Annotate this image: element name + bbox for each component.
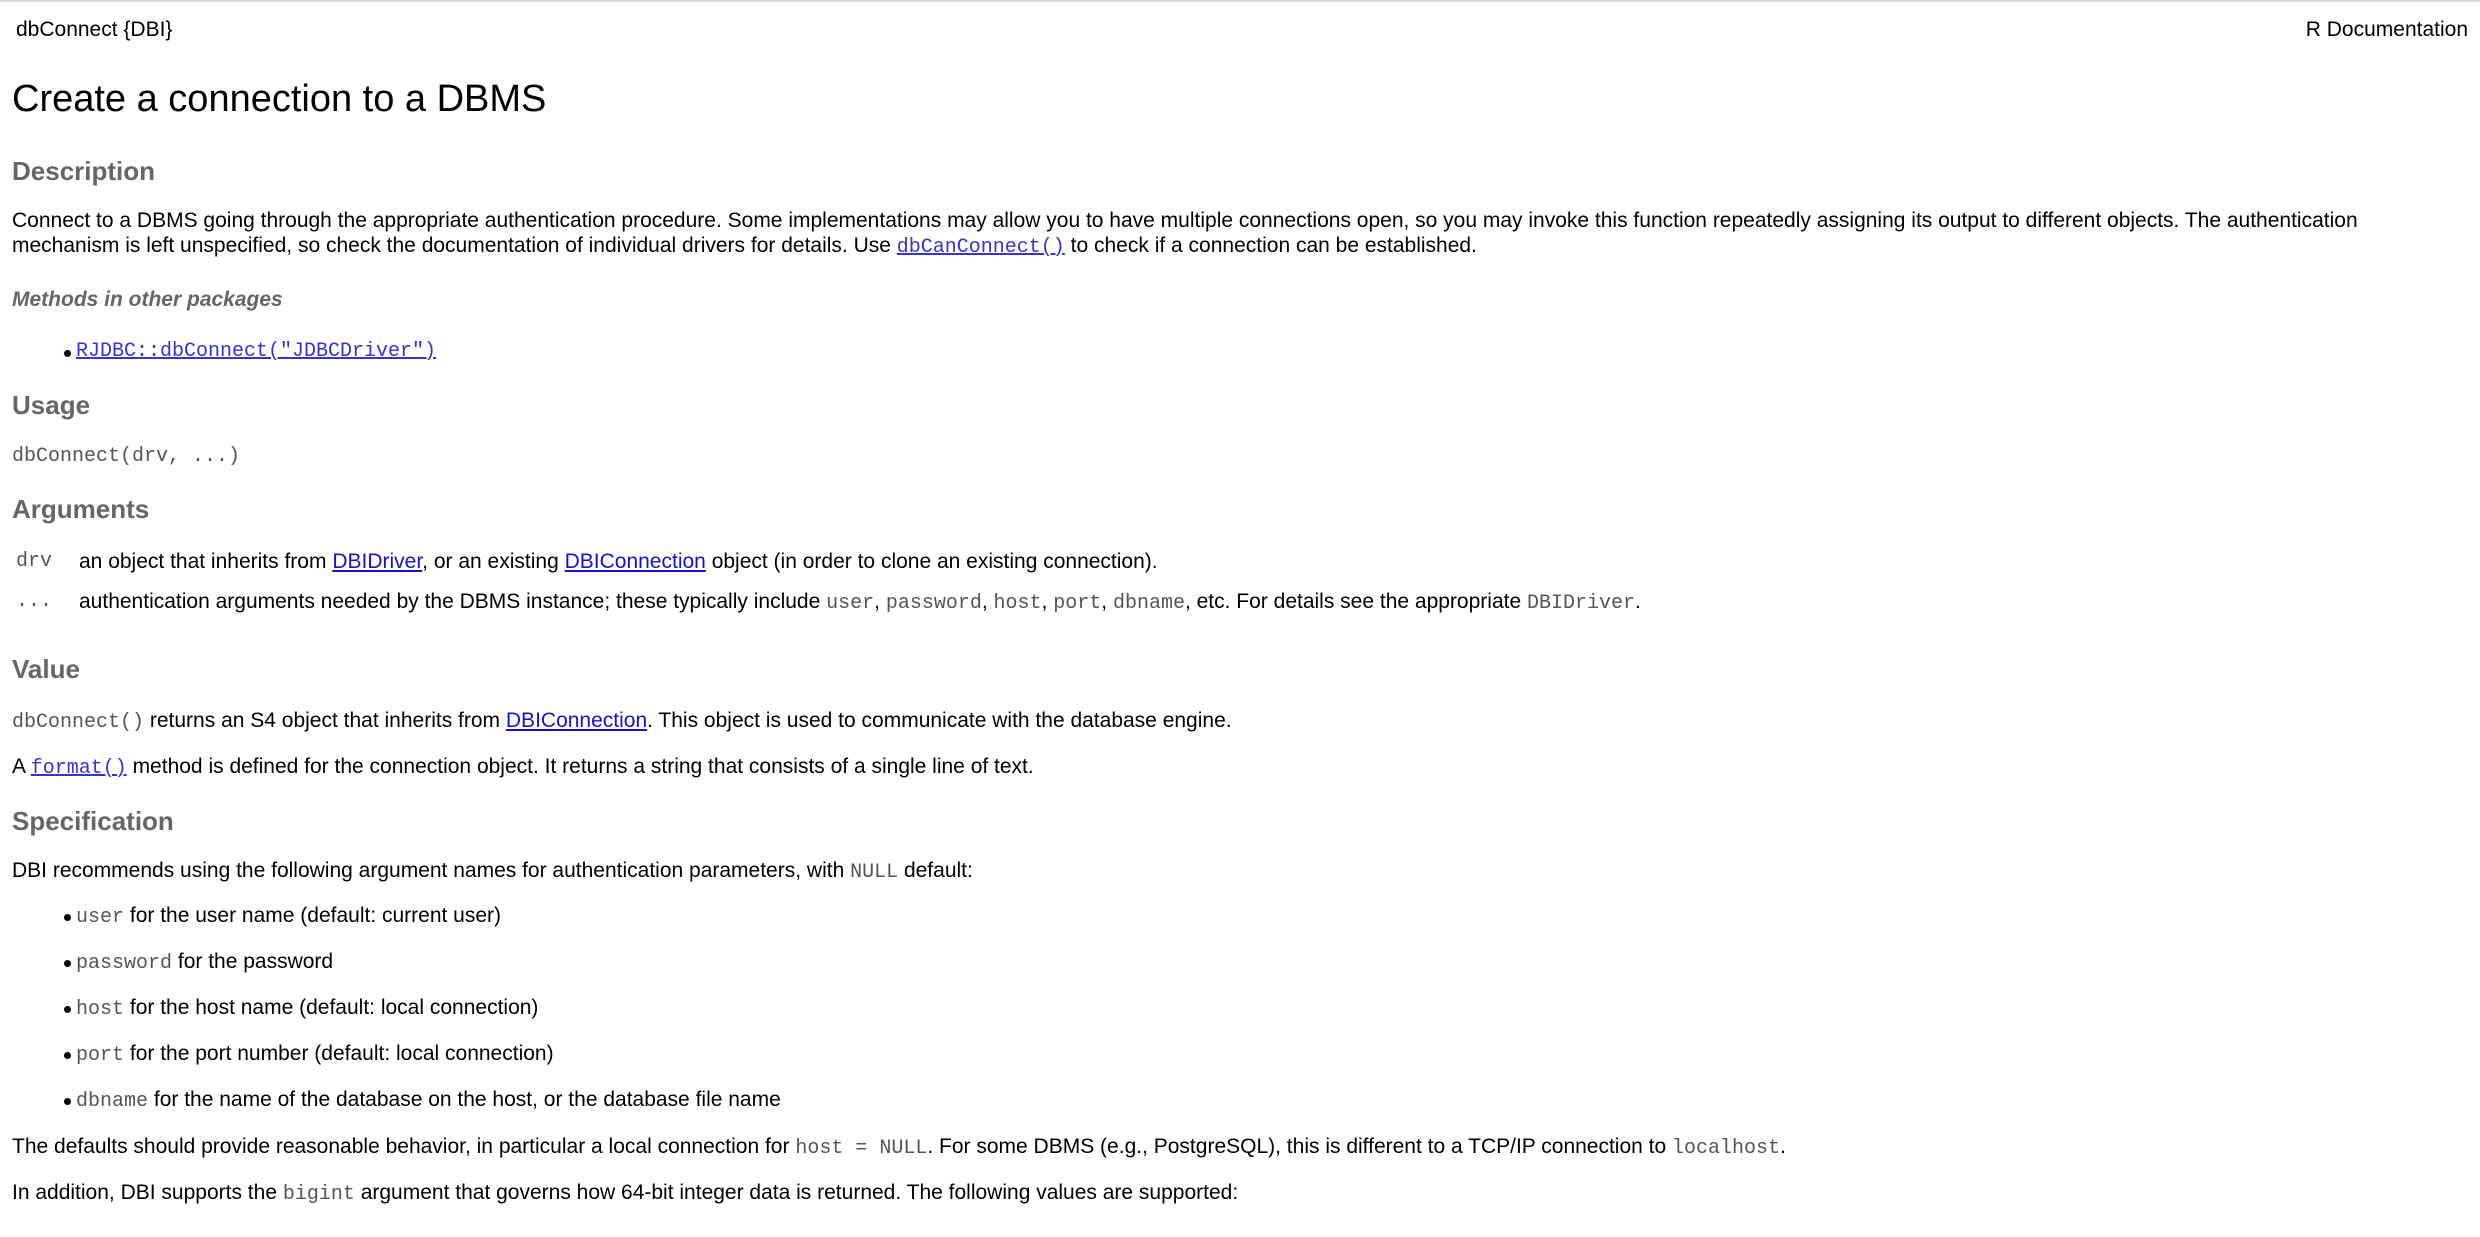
value-text: A [12, 755, 25, 778]
value-paragraph-2 [12, 754, 2452, 781]
separator: , [1101, 590, 1108, 613]
argument-text: , etc. For details see the appropriate [1184, 590, 1522, 613]
list-item-text: for the host name (default: local connection) [129, 996, 539, 1019]
argument-description [79, 590, 1641, 615]
code-param: password [76, 952, 173, 975]
description-paragraph [12, 208, 2452, 260]
code-host-null: host = NULL [795, 1137, 928, 1160]
list-item-content [76, 996, 538, 1021]
code-host: host [993, 592, 1042, 615]
bullet-icon [64, 350, 71, 357]
bullet-icon [64, 1052, 71, 1059]
description-text-line2b: to check if a connection can be established. [1070, 234, 1477, 257]
code-port: port [1053, 592, 1102, 615]
argument-row-drv [12, 550, 2452, 576]
code-param: host [76, 998, 125, 1021]
list-item-text: for the port number (default: local connection) [129, 1042, 554, 1065]
argument-text: , or an existing [422, 550, 559, 573]
dbidriver-link[interactable]: DBIDriver [332, 550, 423, 573]
format-link[interactable]: format() [30, 757, 127, 780]
code-localhost: localhost [1672, 1137, 1781, 1160]
dbcanconnect-link[interactable]: dbCanConnect() [896, 236, 1065, 259]
spec-text: default: [903, 859, 973, 882]
code-bigint: bigint [282, 1183, 355, 1206]
list-item-text: for the user name (default: current user) [129, 904, 502, 927]
value-text: method is defined for the connection object. It returns a string that consists of a single line of text. [132, 755, 1034, 778]
code-param: user [76, 906, 125, 929]
page-header-doc-label: R Documentation [2305, 18, 2468, 41]
section-heading-specification: Specification [12, 806, 174, 836]
list-item-text: for the password [177, 950, 334, 973]
page-header-topic: dbConnect {DBI} [16, 18, 173, 41]
argument-text: authentication arguments needed by the DBMS instance; these typically include [79, 590, 821, 613]
code-user: user [826, 592, 875, 615]
bullet-icon [64, 1098, 71, 1105]
argument-text: an object that inherits from [79, 550, 327, 573]
list-item [12, 904, 1212, 930]
list-item [12, 1042, 1212, 1068]
bullet-icon [64, 914, 71, 921]
section-heading-description: Description [12, 156, 156, 186]
spec-text: argument that governs how 64-bit integer data is returned. The following values are supported: [360, 1181, 1239, 1204]
code-param: port [76, 1044, 125, 1067]
description-text-line1: Connect to a DBMS going through the appropriate authentication procedure. Some implementations may allow you to have multiple connections open, so you may invoke this function repeatedly assigning its output to different objects. The authentication [12, 209, 2358, 232]
spec-text: . For some DBMS (e.g., PostgreSQL), this is different to a TCP/IP connection to [927, 1135, 1667, 1158]
separator: , [1041, 590, 1048, 613]
spec-text: The defaults should provide reasonable behavior, in particular a local connection for [12, 1135, 790, 1158]
specification-defaults [12, 1134, 2452, 1161]
top-border [0, 0, 2480, 2]
code-dbconnect: dbConnect() [12, 711, 145, 734]
list-item-content [76, 904, 501, 929]
usage-code: dbConnect(drv, ...) [12, 445, 241, 468]
code-null: NULL [850, 861, 899, 884]
spec-text: DBI recommends using the following argument names for authentication parameters, with [12, 859, 845, 882]
code-dbname: dbname [1112, 592, 1185, 615]
spec-text: In addition, DBI supports the [12, 1181, 277, 1204]
list-item [12, 996, 1212, 1022]
page-title: Create a connection to a DBMS [12, 78, 547, 120]
list-item [12, 1088, 1212, 1114]
dbiconnection-link[interactable]: DBIConnection [505, 709, 648, 732]
code-param: dbname [76, 1090, 149, 1113]
list-item-content [76, 1088, 781, 1113]
value-text: returns an S4 object that inherits from [149, 709, 501, 732]
argument-name: ... [16, 590, 53, 613]
value-text: . This object is used to communicate with the database engine. [647, 709, 1232, 732]
dbiconnection-link[interactable]: DBIConnection [564, 550, 706, 573]
code-password: password [885, 592, 982, 615]
list-item [12, 340, 612, 366]
list-item-content [76, 1042, 554, 1067]
description-text-line2a: mechanism is left unspecified, so check the documentation of individual drivers for details. Use [12, 234, 891, 257]
argument-description [79, 550, 1158, 574]
section-heading-usage: Usage [12, 390, 91, 420]
specification-bigint [12, 1180, 2452, 1207]
section-heading-methods: Methods in other packages [12, 288, 283, 311]
bullet-icon [64, 960, 71, 967]
value-paragraph-1 [12, 708, 2452, 735]
rjdbc-method-link[interactable]: RJDBC::dbConnect("JDBCDriver") [76, 340, 437, 363]
list-item [12, 950, 1212, 976]
argument-text: object (in order to clone an existing connection). [711, 550, 1158, 573]
separator: , [981, 590, 988, 613]
list-item-content [76, 950, 333, 975]
argument-name: drv [16, 550, 53, 573]
code-dbidriver: DBIDriver [1526, 592, 1636, 615]
argument-row-dots [12, 590, 2452, 616]
section-heading-arguments: Arguments [12, 494, 150, 524]
specification-intro [12, 858, 2452, 885]
list-item-text: for the name of the database on the host, or the database file name [153, 1088, 781, 1111]
section-heading-value: Value [12, 654, 80, 684]
argument-text: . [1635, 590, 1641, 613]
bullet-icon [64, 1006, 71, 1013]
separator: , [874, 590, 880, 613]
spec-text: . [1780, 1135, 1786, 1158]
